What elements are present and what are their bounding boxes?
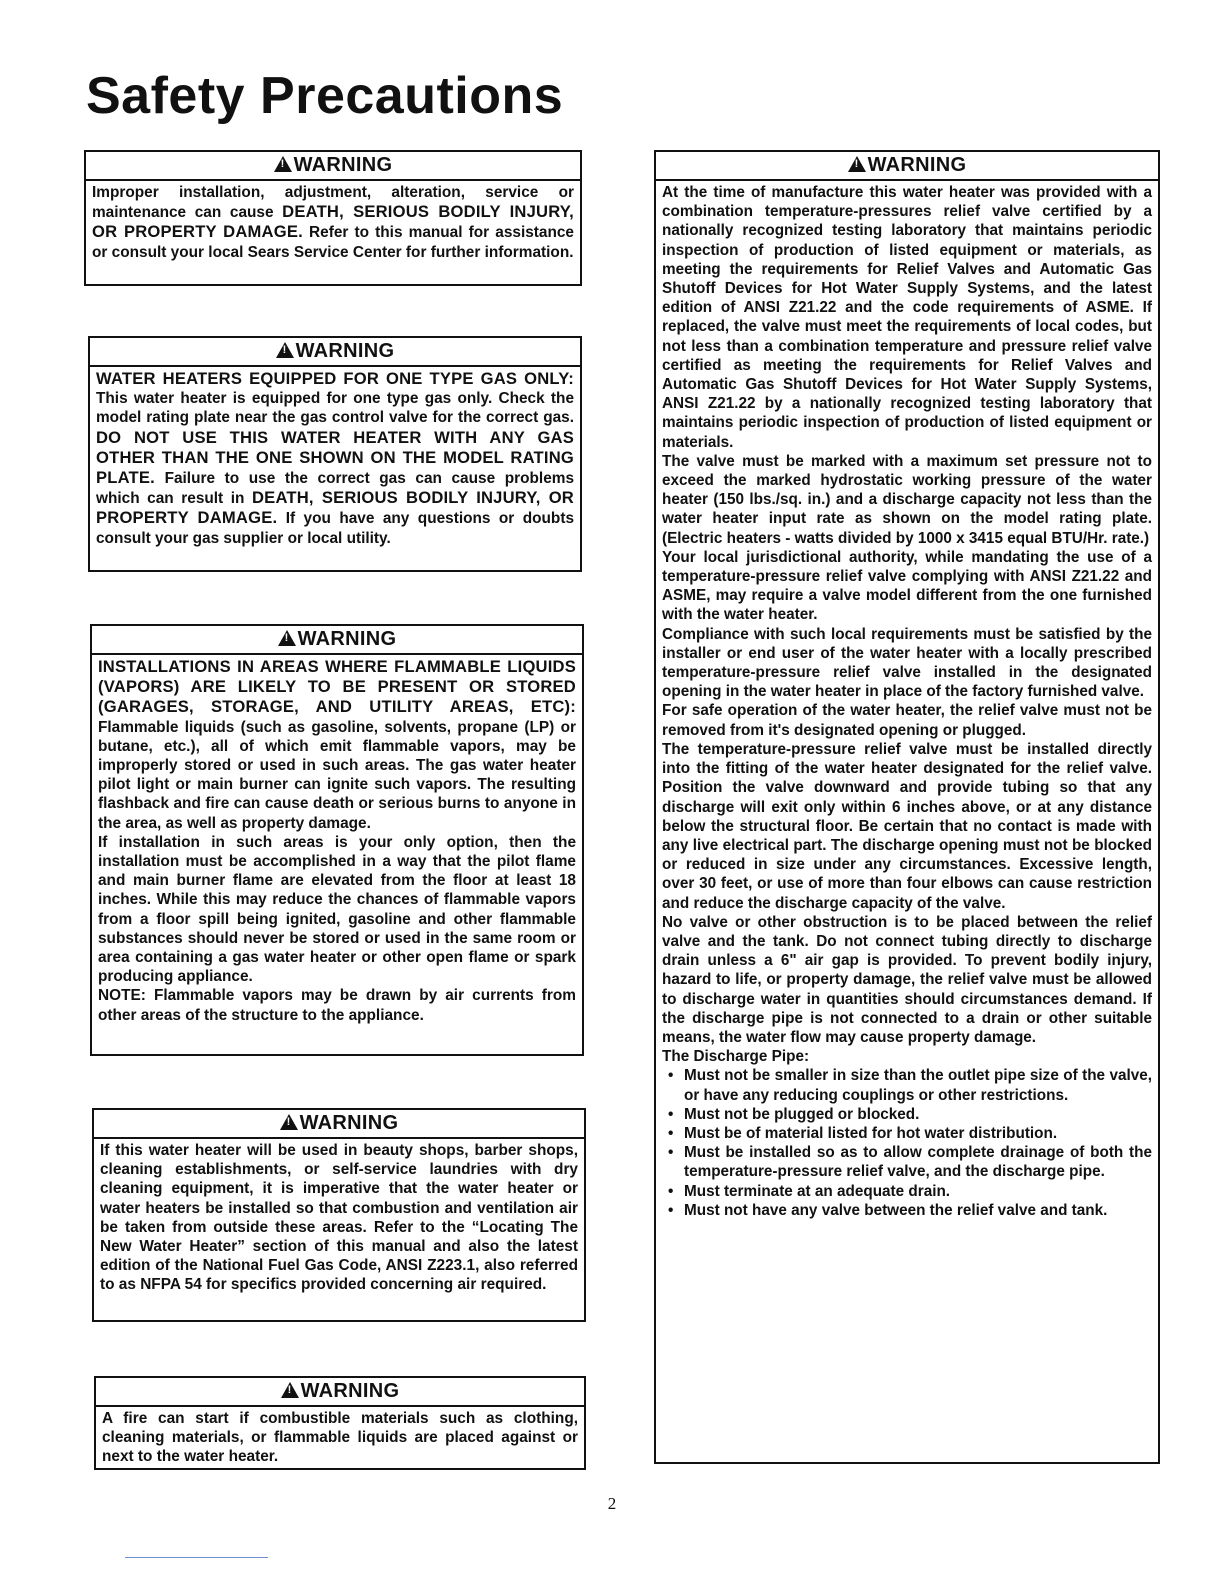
- warning-box-combustible-materials: [94, 1376, 586, 1470]
- warning-triangle-icon: [848, 156, 866, 172]
- warning-text: INSTALLATIONS IN AREAS WHERE FLAMMABLE LIQUIDS (VAPORS) ARE LIKELY TO BE PRESENT OR STORED (GARAGES, STORAGE, AND UTILITY AREAS, ETC): Flammable liquids (such as gasoline, solvents, propane (LP) or butane, etc.), all of which emit flammable vapors, may be improperly stored or used in such areas. The gas water heater pilot light or main burner can ignite such vapors. The resulting flashback and fire can cause death or serious burns to anyone in the area, as well as property damage. If installation in such areas is your only option, then the installation must be accomplished in a way that the pilot flame and main burner flame are elevated from the floor at least 18 inches. While this may reduce the chances of flammable vapors from a floor spill being ignited, gasoline and other flammable substances should never be stored or used in the same room or area containing a gas water heater or other open flame or spark producing appliance. NOTE: Flammable vapors may be drawn by air currents from other areas of the structure to the appliance.: [98, 657, 576, 1024]
- warning-box-beauty-shops: [92, 1108, 586, 1322]
- warning-text: WATER HEATERS EQUIPPED FOR ONE TYPE GAS ONLY: This water heater is equipped for one type gas only. Check the model rating plate near the gas control valve for the correct gas. DO NOT USE THIS WATER HEATER WITH ANY GAS OTHER THAN THE ONE SHOWN ON THE MODEL RATING PLATE. Failure to use the correct gas can cause problems which can result in DEATH, SERIOUS BODILY INJURY, OR PROPERTY DAMAGE. If you have any questions or doubts consult your gas supplier or local utility.: [96, 369, 574, 547]
- list-item: • Must not have any valve between the relief valve and tank.: [662, 1201, 1152, 1220]
- list-item: • Must be of material listed for hot water distribution.: [662, 1124, 1152, 1143]
- warning-text: A fire can start if combustible materials such as clothing, cleaning materials, or flammable liquids are placed against or next to the water heater.: [102, 1410, 578, 1466]
- footer-rule: [125, 1557, 268, 1558]
- warning-heading: !WARNING: [96, 1378, 584, 1407]
- list-item: • Must not be smaller in size than the outlet pipe size of the valve, or have any reducing couplings or other restrictions.: [662, 1066, 1152, 1104]
- page-number: 2: [607, 1494, 617, 1513]
- warning-box-one-type-gas: [88, 336, 582, 572]
- warning-triangle-icon: [278, 630, 296, 646]
- warning-heading: !WARNING: [90, 338, 580, 367]
- discharge-pipe-list: [662, 1066, 1152, 1220]
- page-title: Safety Precautions: [86, 67, 564, 125]
- warning-triangle-icon: [280, 1114, 298, 1130]
- warning-triangle-icon: [274, 156, 292, 172]
- list-item: • Must not be plugged or blocked.: [662, 1105, 1152, 1124]
- warning-text: Improper installation, adjustment, alteration, service or maintenance can cause DEATH, SERIOUS BODILY INJURY, OR PROPERTY DAMAGE. Refer to this manual for assistance or consult your local Sears Service Center for further information.: [92, 184, 574, 261]
- warning-heading: !WARNING: [92, 626, 582, 655]
- warning-box-relief-valve: [654, 150, 1160, 1464]
- warning-heading: !WARNING: [86, 152, 580, 181]
- list-item: • Must be installed so as to allow complete drainage of both the temperature-pressure relief valve, and the discharge pipe.: [662, 1143, 1152, 1181]
- warning-text: If this water heater will be used in beauty shops, barber shops, cleaning establishments, or self-service laundries with dry cleaning equipment, it is imperative that the water heater or water heaters be installed so that combustion and ventilation air be taken from outside these areas. Refer to the “Locating The New Water Heater” section of this manual and also the latest edition of the National Fuel Gas Code, ANSI Z223.1, also referred to as NFPA 54 for specifics provided concerning air required.: [100, 1142, 578, 1294]
- list-item: • Must terminate at an adequate drain.: [662, 1182, 1152, 1201]
- warning-heading: !WARNING: [656, 152, 1158, 181]
- warning-text: At the time of manufacture this water heater was provided with a combination temperature-pressures relief valve certified by a nationally recognized testing laboratory that maintains periodic inspection of production of listed equipment or materials, as meeting the requirements for Relief Valves and Automatic Gas Shutoff Devices for Hot Water Supply Systems, and the latest edition of ANSI Z21.22 and the code requirements of ASME. If replaced, the valve must meet the requirements of local codes, but not less than a combination temperature and pressure relief valve certified as meeting the requirements for Relief Valves and Automatic Gas Shutoff Devices for Hot Water Supply Systems, ANSI Z21.22 by a nationally recognized testing laboratory that maintains periodic inspection of production of listed equipment or materials. The valve must be marked with a maximum set pressure not to exceed the marked hydrostatic working pressure of the water heater (150 lbs./sq. in.) and a discharge capacity not less than the water heater input rate as shown on the model rating plate. (Electric heaters - watts divided by 1000 x 3415 equal BTU/Hr. rate.) Your local jurisdictional authority, while mandating the use of a temperature-pressure relief valve complying with ANSI Z21.22 and ASME, may require a valve model different from the one furnished with the water heater. Compliance with such local requirements must be satisfied by the installer or end user of the water heater with a locally prescribed temperature-pressure relief valve installed in the designated opening in the water heater in place of the factory furnished valve. For safe operation of the water heater, the relief valve must not be removed from it's designated opening or plugged. The temperature-pressure relief valve must be installed directly into the fitting of the water heater designated for the relief valve. Position the valve downward and provide tubing so that any discharge will exit only within 6 inches above, or at any distance below the structural floor. Be certain that no contact is made with any live electrical part. The discharge opening must not be blocked or reduced in size under any circumstances. Excessive length, over 30 feet, or use of more than four elbows can cause restriction and reduce the discharge capacity of the valve. No valve or other obstruction is to be placed between the relief valve and the tank. Do not connect tubing directly to discharge drain unless a 6" air gap is provided. To prevent bodily injury, hazard to life, or property damage, the relief valve must be allowed to discharge water in quantities should circumstances demand. If the discharge pipe is not connected to a drain or other suitable means, the water flow may cause property damage. The Discharge Pipe: • Must not be smaller in size than the outlet pipe size of the valve, or have any reducing couplings or other restrictions. • Must not be plugged or blocked. • Must be of material listed for hot water distribution. • Must be installed so as to allow complete drainage of both the temperature-pressure relief valve, and the discharge pipe. • Must terminate at an adequate drain. • Must not have any valve between the relief valve and tank.: [656, 181, 1158, 1224]
- warning-triangle-icon: [281, 1382, 299, 1398]
- warning-triangle-icon: [276, 342, 294, 358]
- warning-box-improper-installation: [84, 150, 582, 286]
- warning-heading: !WARNING: [94, 1110, 584, 1139]
- warning-box-flammable-liquids: [90, 624, 584, 1056]
